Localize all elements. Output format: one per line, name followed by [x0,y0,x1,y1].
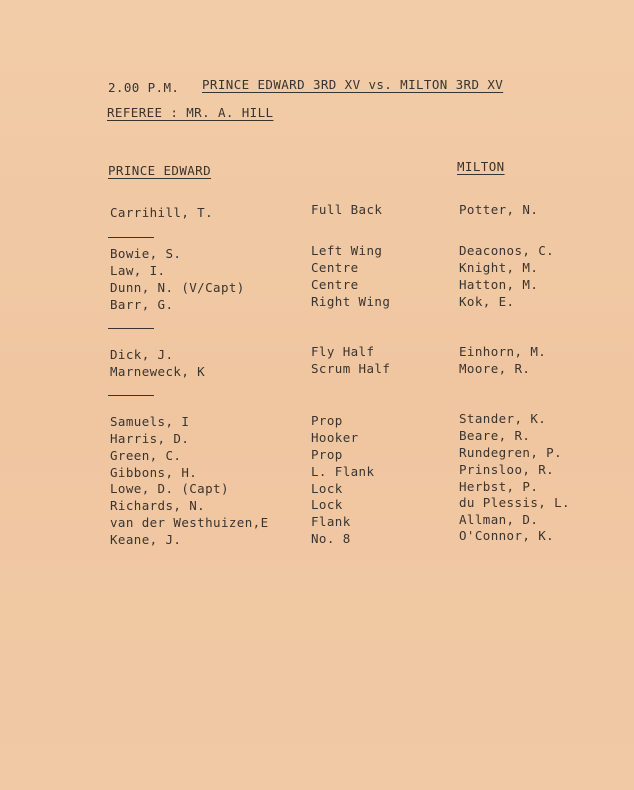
home-player: Barr, G. [110,297,174,312]
home-player: Dunn, N. (V/Capt) [110,280,245,295]
position: Prop [311,447,343,462]
home-player: Green, C. [110,448,182,463]
home-team-heading: PRINCE EDWARD [108,163,212,178]
position: Right Wing [311,294,391,309]
position: Left Wing [311,243,383,258]
away-player: Einhorn, M. [459,344,547,359]
home-player: Marneweck, K [110,364,206,379]
position: No. 8 [311,531,351,546]
position: Lock [311,481,343,496]
home-player: Harris, D. [110,431,190,446]
home-player: Carrihill, T. [110,205,214,220]
away-player: Beare, R. [459,428,531,443]
home-player: van der Westhuizen,E [110,515,269,530]
away-player: Prinsloo, R. [459,462,555,477]
away-player: Potter, N. [459,202,539,217]
group-divider [108,328,154,329]
lineup-row [0,361,634,380]
match-time: 2.00 P.M. [108,80,180,95]
away-player: Knight, M. [459,260,539,275]
lineup-row [0,495,634,514]
position: Scrum Half [311,361,391,376]
match-title: PRINCE EDWARD 3RD XV vs. MILTON 3RD XV [202,77,504,92]
lineup-row [0,462,634,481]
away-team-heading: MILTON [457,159,505,174]
away-player: Hatton, M. [459,277,539,292]
lineup-row [0,202,634,221]
lineup-row [0,411,634,430]
referee-line: REFEREE : MR. A. HILL [107,105,274,120]
position: Flank [311,514,351,529]
home-player: Richards, N. [110,498,206,513]
position: Centre [311,277,359,292]
lineup-row [0,528,634,548]
position: Hooker [311,430,359,445]
home-player: Bowie, S. [110,246,182,261]
group-divider [108,237,154,238]
position: Full Back [311,202,383,217]
away-player: Moore, R. [459,361,531,376]
home-player: Law, I. [110,263,166,278]
position: Lock [311,497,343,512]
away-player: Herbst, P. [459,479,539,494]
away-player: du Plessis, L. [459,495,570,510]
home-player: Dick, J. [110,347,174,362]
away-player: Allman, D. [459,512,539,527]
position: Prop [311,413,343,428]
away-player: Stander, K. [459,411,547,426]
group-divider [108,395,154,396]
away-player: Kok, E. [459,294,515,309]
home-player: Gibbons, H. [110,465,198,480]
position: L. Flank [311,464,375,479]
position: Centre [311,260,359,275]
away-player: Deaconos, C. [459,243,555,258]
home-player: Lowe, D. (Capt) [110,481,229,496]
away-player: Rundegren, P. [459,445,563,460]
away-player: O'Connor, K. [459,528,555,543]
home-player: Samuels, I [110,414,190,429]
home-player: Keane, J. [110,532,182,547]
lineup-row [0,294,634,313]
position: Fly Half [311,344,375,359]
